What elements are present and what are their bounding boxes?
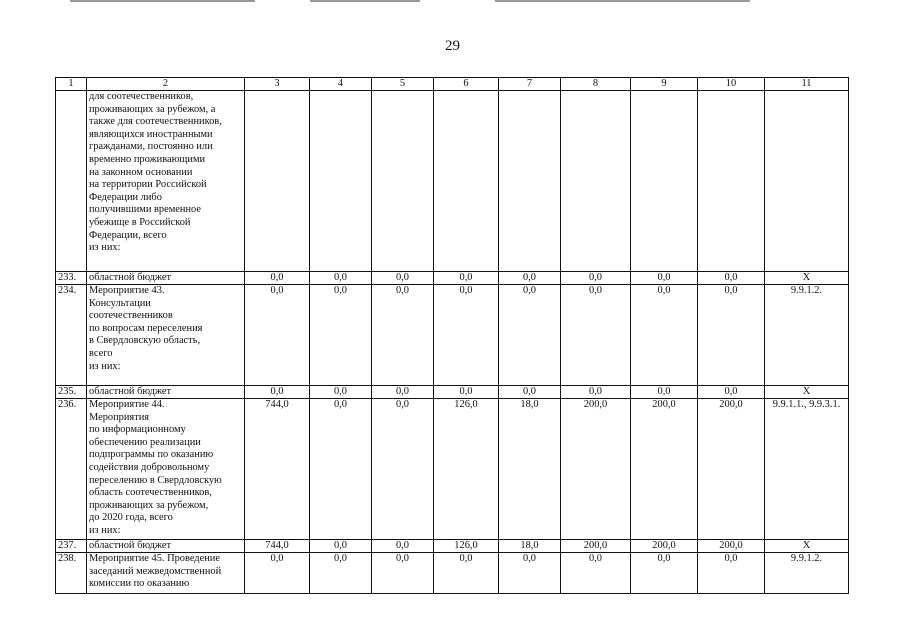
description-line: обеспечению реализации xyxy=(89,436,201,448)
description-line: до 2020 года, всего xyxy=(89,512,173,524)
amount-cell: 0,0 xyxy=(434,272,499,285)
amount-cell: 126,0 xyxy=(434,399,499,540)
budget-table xyxy=(55,77,849,594)
amount-cell xyxy=(499,91,561,272)
column-header: 4 xyxy=(310,78,372,91)
amount-cell: 0,0 xyxy=(631,386,698,399)
amount-cell: 0,0 xyxy=(698,553,765,594)
description-line: являющихся иностранными xyxy=(89,128,213,140)
amount-cell: 0,0 xyxy=(245,553,310,594)
amount-cell xyxy=(245,91,310,272)
amount-cell xyxy=(372,91,434,272)
amount-cell: 200,0 xyxy=(631,399,698,540)
description-line: из них: xyxy=(89,524,121,536)
row-description xyxy=(87,399,245,540)
description-line: убежище в Российской xyxy=(89,216,191,228)
row-number: 238. xyxy=(56,553,87,594)
amount-cell: 0,0 xyxy=(499,553,561,594)
description-line: областной бюджет xyxy=(89,272,172,283)
table-header-row xyxy=(56,78,849,91)
table-row xyxy=(56,553,849,594)
description-line: областной бюджет xyxy=(89,540,172,551)
amount-cell: 0,0 xyxy=(499,272,561,285)
column-header: 2 xyxy=(87,78,245,91)
amount-cell xyxy=(698,91,765,272)
description-line: из них: xyxy=(89,242,121,254)
amount-cell xyxy=(561,91,631,272)
page-number: 29 xyxy=(445,38,460,54)
row-description xyxy=(87,91,245,272)
description-line: содействия добровольному xyxy=(89,461,210,473)
target-indicator-code: 9.9.1.2. xyxy=(765,553,849,594)
table-row xyxy=(56,285,849,386)
amount-cell: 0,0 xyxy=(245,272,310,285)
description-line: проживающих за рубежом, xyxy=(89,499,209,511)
amount-cell: 0,0 xyxy=(372,285,434,386)
amount-cell: 0,0 xyxy=(561,386,631,399)
amount-cell: 0,0 xyxy=(698,386,765,399)
amount-cell: 0,0 xyxy=(631,272,698,285)
description-line: в Свердловскую область, xyxy=(89,335,201,347)
description-line: Федерации, всего xyxy=(89,229,167,241)
amount-cell xyxy=(434,91,499,272)
amount-cell: 0,0 xyxy=(245,386,310,399)
description-line: из них: xyxy=(89,360,121,372)
amount-cell: 0,0 xyxy=(310,399,372,540)
amount-cell: 0,0 xyxy=(499,285,561,386)
amount-cell: 0,0 xyxy=(245,285,310,386)
amount-cell: 200,0 xyxy=(698,399,765,540)
target-indicator-code xyxy=(765,91,849,272)
amount-cell: 0,0 xyxy=(372,399,434,540)
description-line: получившими временное xyxy=(89,204,201,216)
row-description xyxy=(87,285,245,386)
description-line: для соотечественников, xyxy=(89,91,194,102)
description-line: на законном основании xyxy=(89,166,193,178)
description-line: область соотечественников, xyxy=(89,487,212,499)
target-indicator-code: X xyxy=(765,272,849,285)
amount-cell: 0,0 xyxy=(310,553,372,594)
description-line: временно проживающими xyxy=(89,153,206,165)
row-description xyxy=(87,272,245,285)
description-line: переселению в Свердловскую xyxy=(89,474,222,486)
column-header: 9 xyxy=(631,78,698,91)
column-header: 1 xyxy=(56,78,87,91)
row-number: 235. xyxy=(56,386,87,399)
amount-cell: 18,0 xyxy=(499,399,561,540)
target-indicator-code: X xyxy=(765,386,849,399)
description-line: подпрограммы по оказанию xyxy=(89,449,214,461)
description-line: комиссии по оказанию xyxy=(89,578,190,590)
row-number: 234. xyxy=(56,285,87,386)
row-description xyxy=(87,540,245,553)
table-row xyxy=(56,386,849,399)
description-line: также для соотечественников, xyxy=(89,116,222,128)
amount-cell: 18,0 xyxy=(499,540,561,553)
column-header: 6 xyxy=(434,78,499,91)
row-number: 233. xyxy=(56,272,87,285)
table-row xyxy=(56,399,849,540)
row-description xyxy=(87,553,245,594)
description-line: заседаний межведомственной xyxy=(89,565,222,577)
description-line: проживающих за рубежом, а xyxy=(89,103,216,115)
amount-cell: 0,0 xyxy=(561,285,631,386)
scan-edge-line xyxy=(70,0,255,2)
amount-cell: 0,0 xyxy=(499,386,561,399)
row-number xyxy=(56,91,87,272)
description-line: по вопросам переселения xyxy=(89,322,203,334)
column-header: 8 xyxy=(561,78,631,91)
amount-cell: 0,0 xyxy=(310,272,372,285)
scan-edge-line xyxy=(495,0,750,2)
amount-cell: 0,0 xyxy=(434,285,499,386)
description-line: Мероприятие 43. xyxy=(89,285,165,296)
column-header: 7 xyxy=(499,78,561,91)
row-number: 237. xyxy=(56,540,87,553)
amount-cell: 744,0 xyxy=(245,399,310,540)
row-number: 236. xyxy=(56,399,87,540)
amount-cell: 744,0 xyxy=(245,540,310,553)
amount-cell: 0,0 xyxy=(372,272,434,285)
amount-cell: 0,0 xyxy=(434,553,499,594)
column-header: 10 xyxy=(698,78,765,91)
column-header: 11 xyxy=(765,78,849,91)
description-line: на территории Российской xyxy=(89,179,207,191)
description-line: Консультации xyxy=(89,297,151,309)
amount-cell: 0,0 xyxy=(372,540,434,553)
description-line: соотечественников xyxy=(89,310,173,322)
row-description xyxy=(87,386,245,399)
amount-cell: 0,0 xyxy=(310,285,372,386)
table-row xyxy=(56,540,849,553)
description-line: по информационному xyxy=(89,424,186,436)
amount-cell: 0,0 xyxy=(372,386,434,399)
amount-cell: 0,0 xyxy=(561,272,631,285)
target-indicator-code: 9.9.1.2. xyxy=(765,285,849,386)
description-line: Мероприятия xyxy=(89,411,150,423)
amount-cell: 0,0 xyxy=(631,553,698,594)
amount-cell: 0,0 xyxy=(310,386,372,399)
amount-cell: 200,0 xyxy=(561,399,631,540)
amount-cell: 200,0 xyxy=(698,540,765,553)
amount-cell: 0,0 xyxy=(434,386,499,399)
description-line: гражданами, постоянно или xyxy=(89,141,213,153)
amount-cell xyxy=(310,91,372,272)
target-indicator-code: 9.9.1.1., 9.9.3.1. xyxy=(765,399,849,540)
table-row xyxy=(56,272,849,285)
amount-cell: 0,0 xyxy=(698,285,765,386)
description-line: областной бюджет xyxy=(89,386,172,397)
amount-cell: 0,0 xyxy=(561,553,631,594)
amount-cell: 0,0 xyxy=(372,553,434,594)
description-line: всего xyxy=(89,347,113,359)
column-header: 5 xyxy=(372,78,434,91)
description-line: Мероприятие 45. Проведение xyxy=(89,553,220,564)
scan-edge-line xyxy=(310,0,420,2)
description-line: Федерации либо xyxy=(89,191,162,203)
amount-cell: 126,0 xyxy=(434,540,499,553)
column-header: 3 xyxy=(245,78,310,91)
amount-cell xyxy=(631,91,698,272)
description-line: Мероприятие 44. xyxy=(89,399,165,410)
target-indicator-code: X xyxy=(765,540,849,553)
amount-cell: 200,0 xyxy=(561,540,631,553)
amount-cell: 0,0 xyxy=(631,285,698,386)
amount-cell: 0,0 xyxy=(698,272,765,285)
table-row xyxy=(56,91,849,272)
amount-cell: 200,0 xyxy=(631,540,698,553)
amount-cell: 0,0 xyxy=(310,540,372,553)
